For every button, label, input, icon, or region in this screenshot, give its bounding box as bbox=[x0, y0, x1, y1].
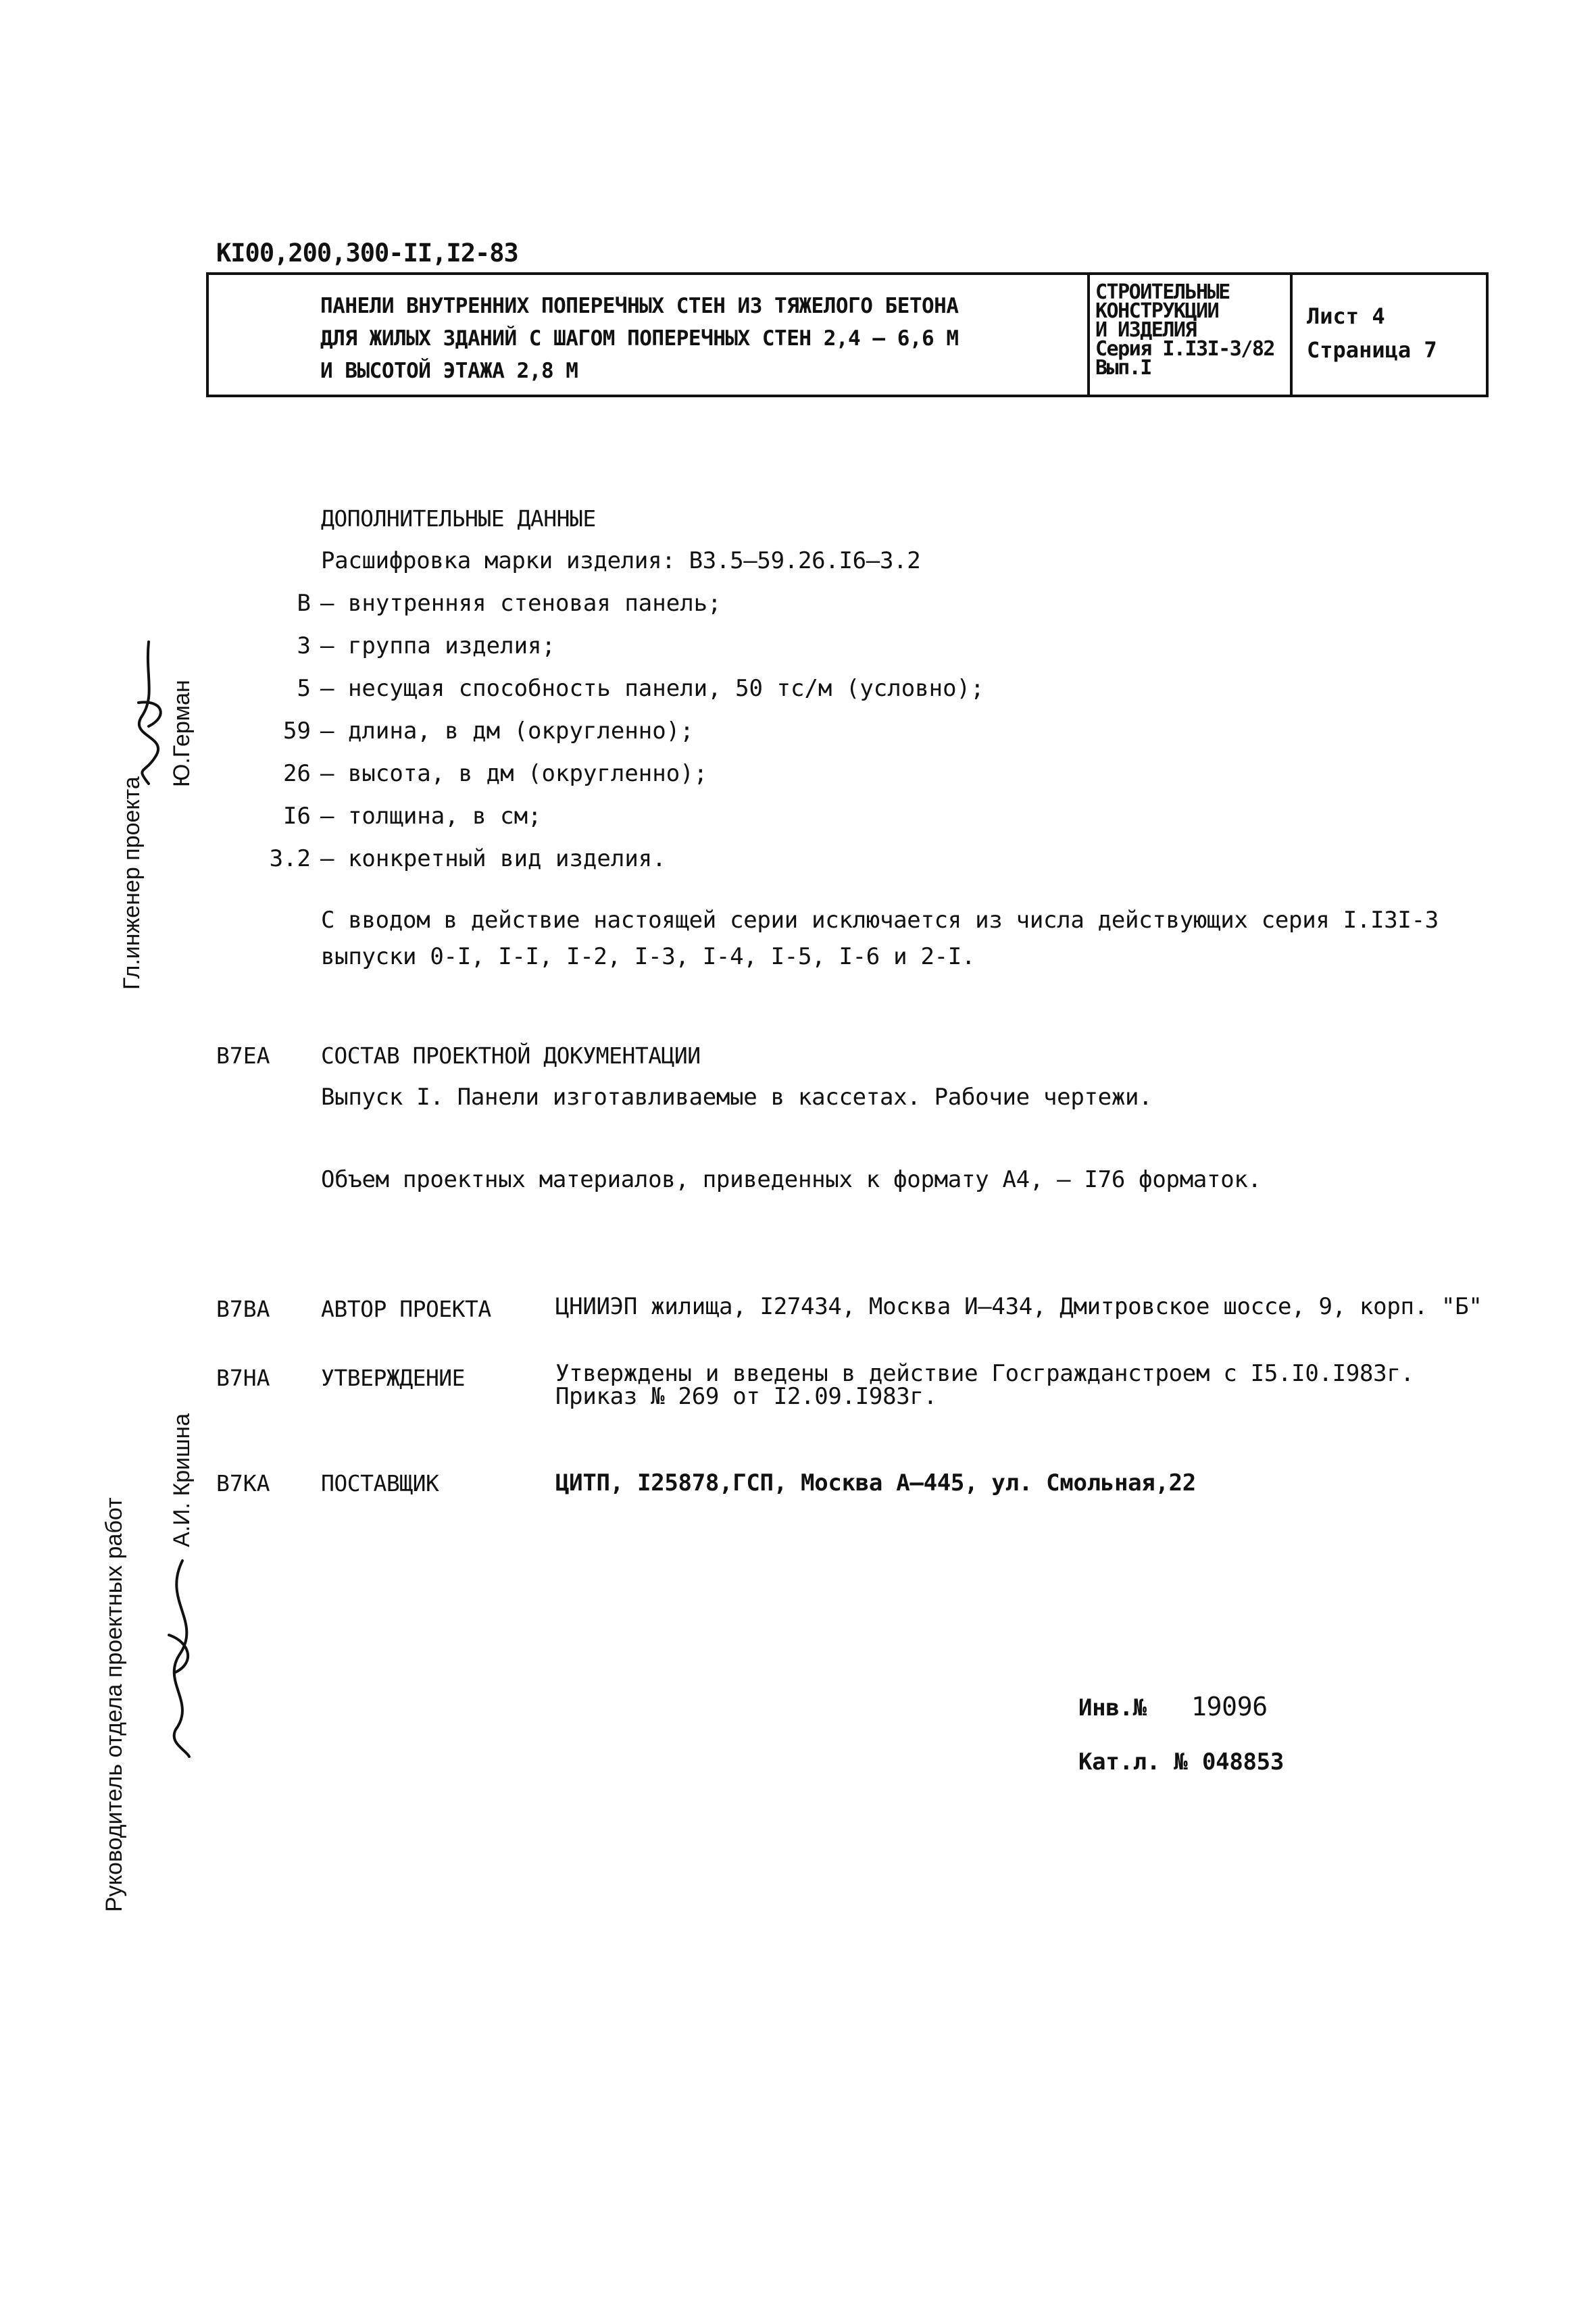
approval-code: В7НА bbox=[216, 1365, 270, 1391]
list-item: I6 – толщина, в см; bbox=[283, 803, 542, 830]
composition-code: В7ЕА bbox=[216, 1042, 270, 1069]
document-code: KI00,200,300-II,I2-83 bbox=[216, 238, 518, 268]
catalog-section bbox=[1095, 280, 1274, 380]
inventory-number: 19096 bbox=[1191, 1692, 1268, 1721]
composition-heading: СОСТАВ ПРОЕКТНОЙ ДОКУМЕНТАЦИИ bbox=[321, 1042, 701, 1069]
supplier-value: ЦИТП, I25878,ГСП, Москва А–445, ул. Смольная,22 bbox=[555, 1469, 1196, 1496]
catalog-line-2: КОНСТРУКЦИИ bbox=[1095, 299, 1219, 323]
head-role-label: Руководитель отдела проектных работ bbox=[101, 1497, 127, 1912]
composition-line-2: Объем проектных материалов, приведенных к формату А4, – I76 форматок. bbox=[321, 1166, 1262, 1193]
supplier-code: В7КА bbox=[216, 1470, 270, 1496]
sheet-number: Лист 4 bbox=[1307, 303, 1385, 329]
list-item: 59 – длина, в дм (округленно); bbox=[283, 718, 694, 745]
list-item: В – внутренняя стеновая панель; bbox=[297, 590, 722, 617]
head-signature bbox=[149, 1547, 216, 1763]
catalog-sheet-number: 048853 bbox=[1202, 1749, 1285, 1776]
additional-data-heading: ДОПОЛНИТЕЛЬНЫЕ ДАННЫЕ bbox=[321, 505, 596, 532]
engineer-role-label: Гл.инженер проекта bbox=[119, 776, 145, 990]
list-item: 3 – группа изделия; bbox=[297, 632, 555, 659]
series-title bbox=[320, 290, 959, 387]
engineer-signature bbox=[108, 635, 189, 790]
list-item: 26 – высота, в дм (округленно); bbox=[283, 760, 708, 787]
list-item: 3.2 – конкретный вид изделия. bbox=[269, 845, 666, 872]
title-block bbox=[206, 272, 1489, 397]
title-line-2: ДЛЯ ЖИЛЫХ ЗДАНИЙ С ШАГОМ ПОПЕРЕЧНЫХ СТЕН 2,4 – 6,6 М bbox=[320, 326, 959, 351]
catalog-sheet-label: Кат.л. № bbox=[1078, 1749, 1188, 1776]
catalog-line-3: И ИЗДЕЛИЯ bbox=[1095, 318, 1197, 342]
engineer-name: Ю.Герман bbox=[169, 680, 195, 787]
approval-line-1: Утверждены и введены в действие Госгражданстроем с I5.I0.I983г. bbox=[555, 1360, 1414, 1387]
title-divider bbox=[1087, 272, 1090, 397]
catalog-line-1: СТРОИТЕЛЬНЫЕ bbox=[1095, 280, 1230, 304]
composition-line-1: Выпуск I. Панели изготавливаемые в кассетах. Рабочие чертежи. bbox=[321, 1084, 1153, 1111]
mark-decoding: Расшифровка марки изделия: В3.5–59.26.I6–3.2 bbox=[321, 547, 921, 574]
author-label: АВТОР ПРОЕКТА bbox=[321, 1296, 491, 1322]
withdrawal-note-line-1: С вводом в действие настоящей серии исключается из числа действующих серия I.I3I-3 bbox=[321, 907, 1439, 934]
title-line-3: И ВЫСОТОЙ ЭТАЖА 2,8 М bbox=[320, 359, 578, 383]
list-item: 5 – несущая способность панели, 50 тс/м (условно); bbox=[297, 675, 984, 702]
author-code: В7ВА bbox=[216, 1296, 270, 1322]
inventory-label: Инв.№ bbox=[1078, 1694, 1147, 1721]
page-number: Страница 7 bbox=[1307, 337, 1437, 363]
catalog-issue: Вып.I bbox=[1095, 356, 1151, 380]
supplier-label: ПОСТАВЩИК bbox=[321, 1470, 439, 1496]
catalog-series: Серия I.I3I-3/82 bbox=[1095, 337, 1274, 361]
approval-line-2: Приказ № 269 от I2.09.I983г. bbox=[555, 1383, 937, 1410]
author-value: ЦНИИЭП жилища, I27434, Москва И–434, Дмитровское шоссе, 9, корп. "Б" bbox=[555, 1293, 1482, 1320]
approval-label: УТВЕРЖДЕНИЕ bbox=[321, 1365, 466, 1391]
title-divider bbox=[1290, 272, 1293, 397]
withdrawal-note-line-2: выпуски 0-I, I-I, I-2, I-3, I-4, I-5, I-6 и 2-I. bbox=[321, 943, 976, 970]
title-line-1: ПАНЕЛИ ВНУТРЕННИХ ПОПЕРЕЧНЫХ СТЕН ИЗ ТЯЖЕЛОГО БЕТОНА bbox=[320, 294, 959, 318]
head-name: А.И. Кришна bbox=[169, 1413, 195, 1547]
sheet-info bbox=[1307, 299, 1437, 367]
